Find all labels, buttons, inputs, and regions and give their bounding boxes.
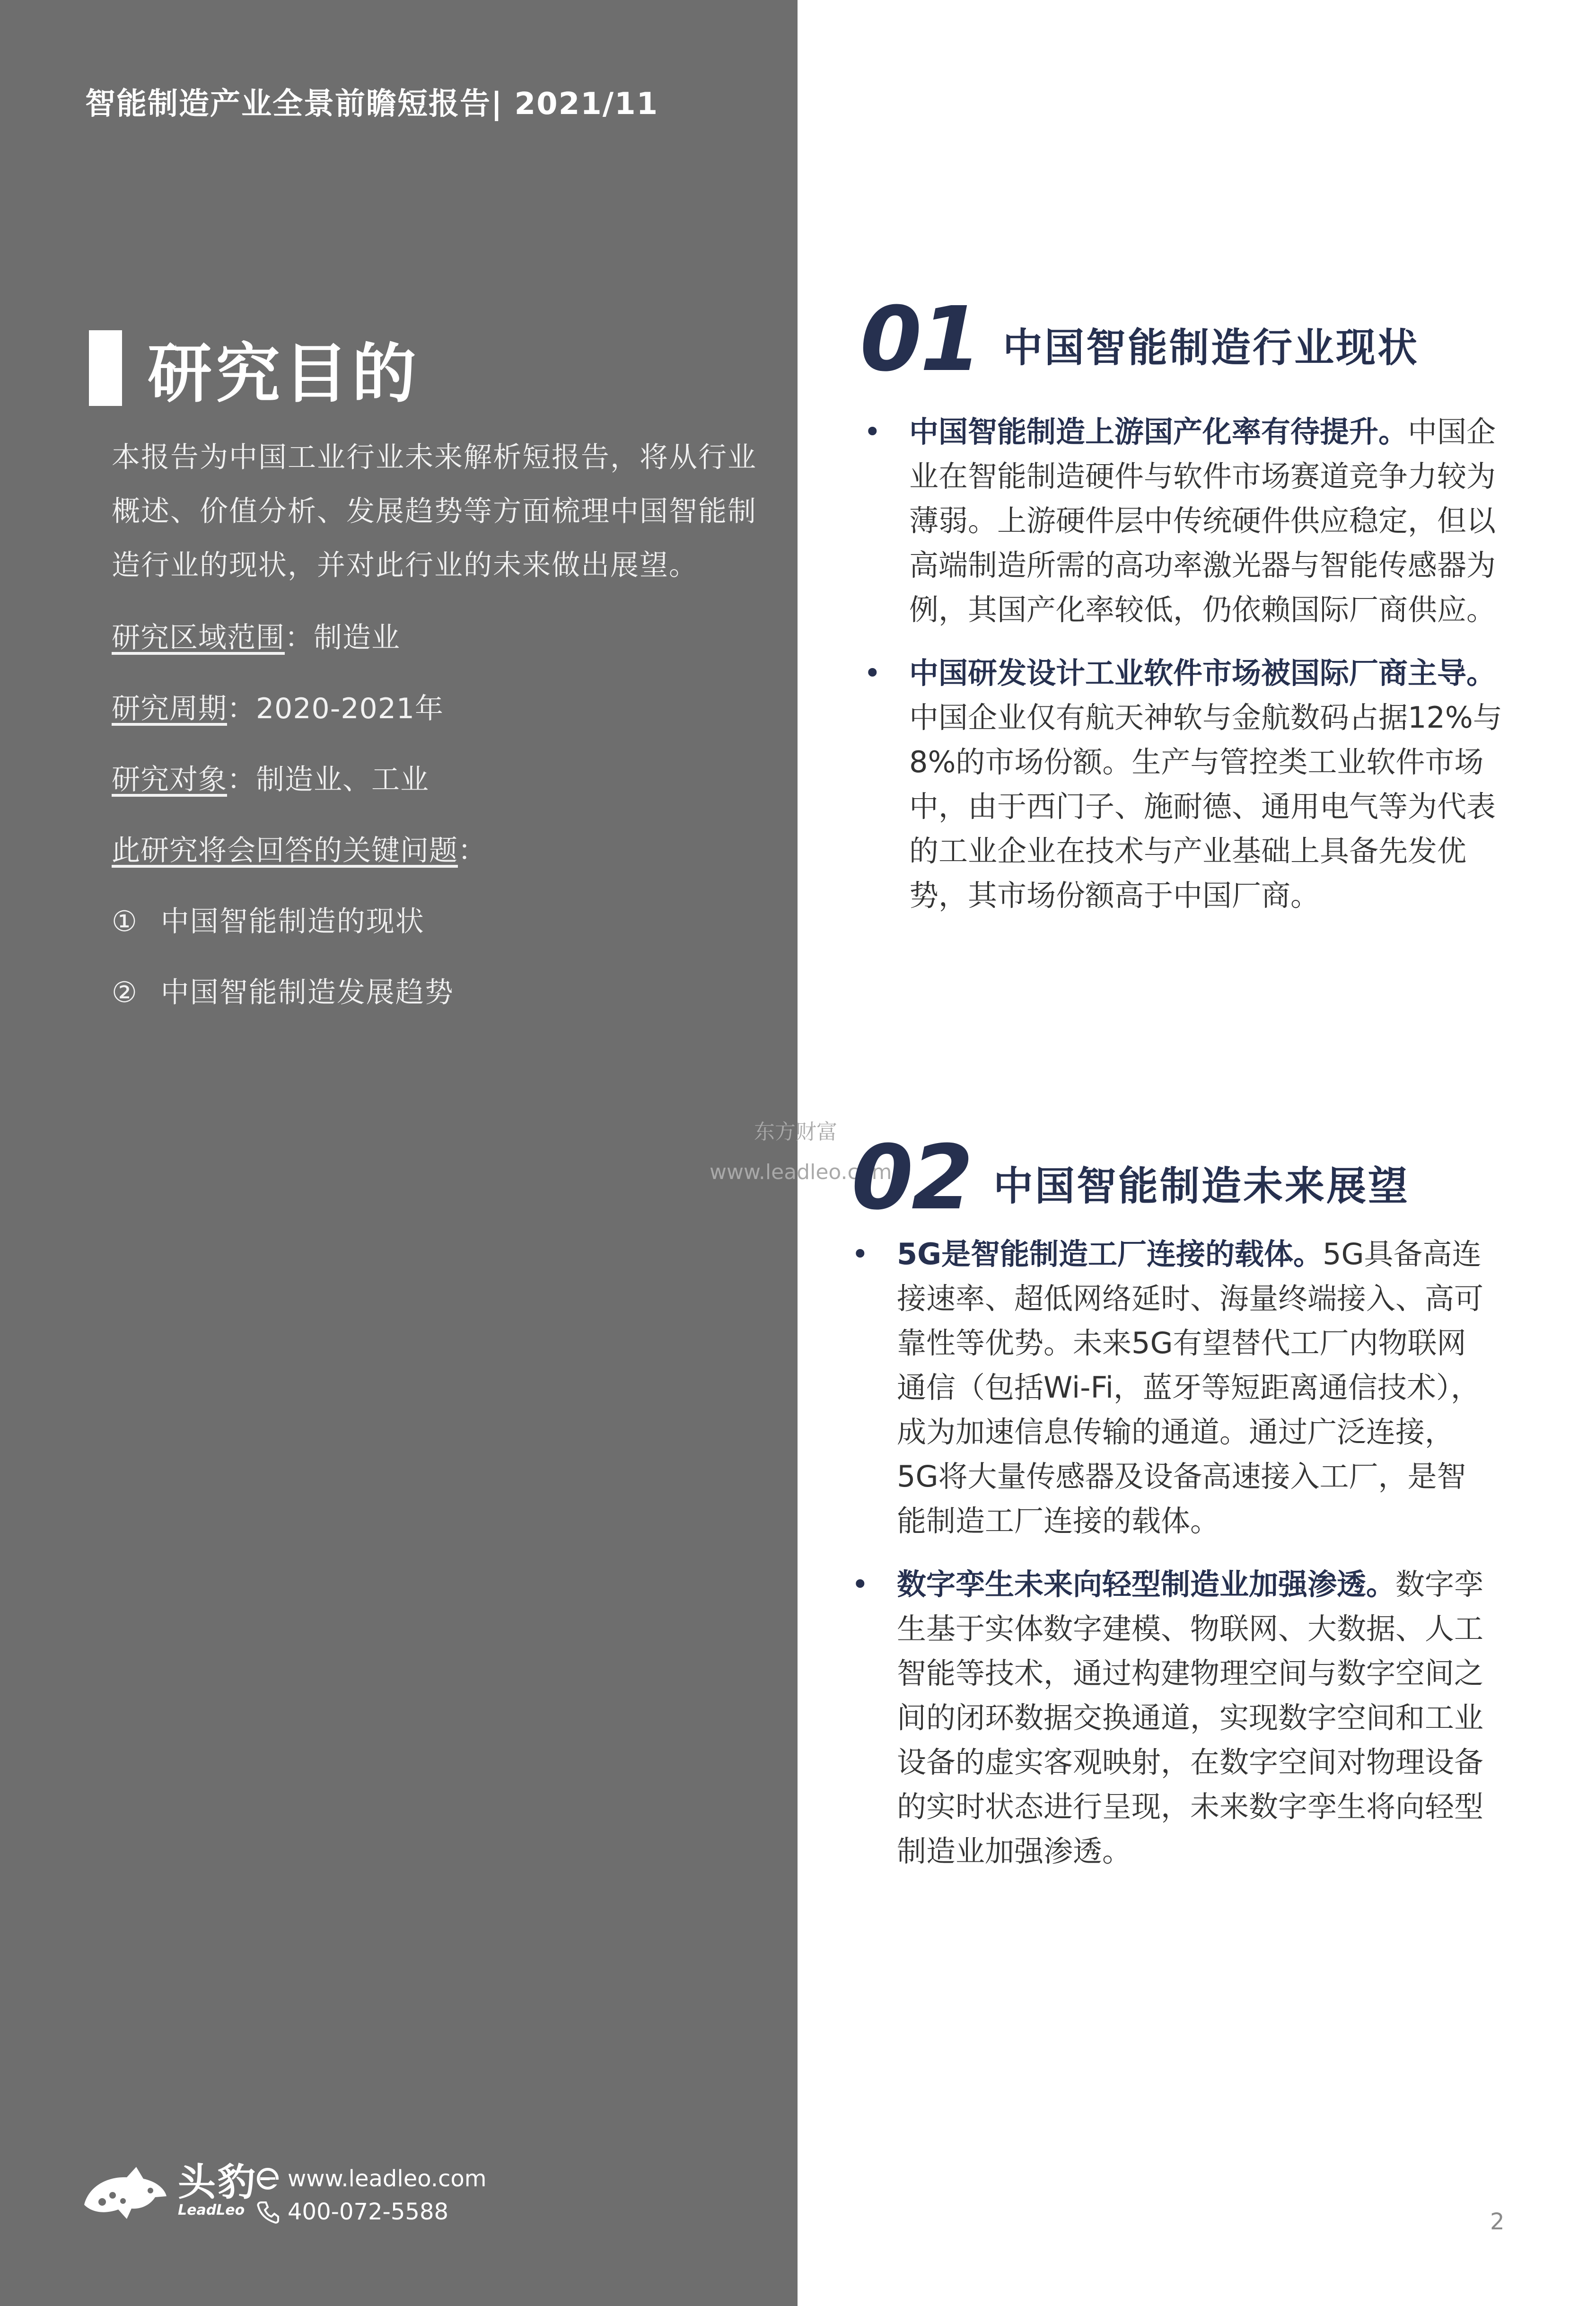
phone-number: 400-072-5588	[288, 2199, 449, 2225]
bullet-dot: •	[851, 1567, 869, 1602]
question-text: 中国智能制造的现状	[160, 905, 425, 938]
question-text: 中国智能制造发展趋势	[160, 976, 454, 1009]
bullet-heading: 中国智能制造上游国产化率有待提升。	[909, 414, 1408, 449]
phone-row	[255, 2195, 487, 2228]
section-title-01: 中国智能制造行业现状	[1003, 325, 1420, 371]
key-questions-colon: ：	[458, 834, 487, 867]
purpose-heading	[89, 322, 420, 414]
research-period-label: 研究周期	[112, 692, 227, 725]
bullet-text: 数字孪生基于实体数字建模、物联网、大数据、人工智能等技术，通过构建物理空间与数字空间之间的闭环数据交换通道，实现数字空间和工业设备的虚实客观映射，在数字空间对物理设备的实时状态进行呈现，未来数字孪生将向轻型制造业加强渗透。	[897, 1567, 1484, 1868]
bullet-dot: •	[864, 414, 881, 449]
key-question-item	[112, 899, 425, 940]
website-row	[255, 2162, 487, 2195]
browser-e-icon	[255, 2166, 280, 2191]
section-title-02: 中国智能制造未来展望	[993, 1163, 1410, 1209]
research-object-label: 研究对象	[112, 763, 227, 796]
bullet-heading: 5G是智能制造工厂连接的载体。	[897, 1237, 1323, 1271]
website-link[interactable]: www.leadleo.com	[288, 2165, 487, 2192]
contact-info	[255, 2162, 487, 2228]
research-period-value: ：2020-2021年	[227, 692, 444, 725]
question-marker: ②	[112, 976, 138, 1009]
bullet-item	[851, 1232, 1495, 1543]
key-question-item	[112, 970, 454, 1011]
leadleo-logo	[79, 2157, 257, 2224]
watermark-cn: 东方财富	[754, 1120, 837, 1144]
research-region-value: ：制造业	[285, 621, 400, 654]
logo-text	[178, 2160, 257, 2218]
key-questions-heading	[112, 828, 487, 869]
key-questions-label: 此研究将会回答的关键问题	[112, 834, 458, 867]
research-object	[112, 757, 429, 798]
research-period	[112, 686, 444, 727]
section-01-bullets	[864, 410, 1507, 937]
bullet-dot: •	[851, 1237, 869, 1271]
logo-cn: 头豹	[178, 2160, 257, 2204]
leopard-logo-icon	[79, 2157, 169, 2224]
research-region-label: 研究区域范围	[112, 621, 285, 654]
bullet-heading: 中国研发设计工业软件市场被国际厂商主导。	[909, 656, 1496, 690]
page-number: 2	[1490, 2209, 1505, 2235]
purpose-heading-text: 研究目的	[148, 337, 420, 412]
bullet-item	[864, 410, 1507, 632]
bullet-item	[864, 651, 1507, 918]
bullet-text: 5G具备高连接速率、超低网络延时、海量终端接入、高可靠性等优势。未来5G有望替代工厂内物联网通信（包括Wi-Fi，蓝牙等短距离通信技术），成为加速信息传输的通道。通过广泛连接，5G将大量传感器及设备高速接入工厂，是智能制造工厂连接的载体。	[897, 1237, 1484, 1538]
bullet-text: 中国企业仅有航天神软与金航数码占据12%与8%的市场份额。生产与管控类工业软件市场中，由于西门子、施耐德、通用电气等为代表的工业企业在技术与产业基础上具备先发优势，其市场份额高于中国厂商。	[909, 700, 1502, 913]
purpose-intro: 本报告为中国工业行业未来解析短报告，将从行业概述、价值分析、发展趋势等方面梳理中国智能制造行业的现状，并对此行业的未来做出展望。	[112, 441, 757, 582]
bullet-text: 中国企业在智能制造硬件与软件市场赛道竞争力较为薄弱。上游硬件层中传统硬件供应稳定，但以高端制造所需的高功率激光器与智能传感器为例，其国产化率较低，仍依赖国际厂商供应。	[909, 414, 1496, 627]
phone-icon	[255, 2200, 280, 2224]
bullet-item	[851, 1562, 1495, 1874]
heading-bar-decoration	[89, 330, 122, 406]
section-number-01: 01	[860, 288, 980, 391]
question-marker: ①	[112, 905, 138, 938]
section-02-bullets	[851, 1232, 1495, 1892]
research-region	[112, 615, 400, 656]
report-header-title: 智能制造产业全景前瞻短报告| 2021/11	[85, 87, 659, 122]
research-object-value: ：制造业、工业	[227, 763, 429, 796]
watermark-url: www.leadleo.com	[710, 1160, 892, 1184]
bullet-heading: 数字孪生未来向轻型制造业加强渗透。	[897, 1567, 1396, 1602]
logo-en: LeadLeo	[178, 2202, 245, 2218]
bullet-dot: •	[864, 656, 881, 690]
section-number-02: 02	[851, 1126, 972, 1230]
